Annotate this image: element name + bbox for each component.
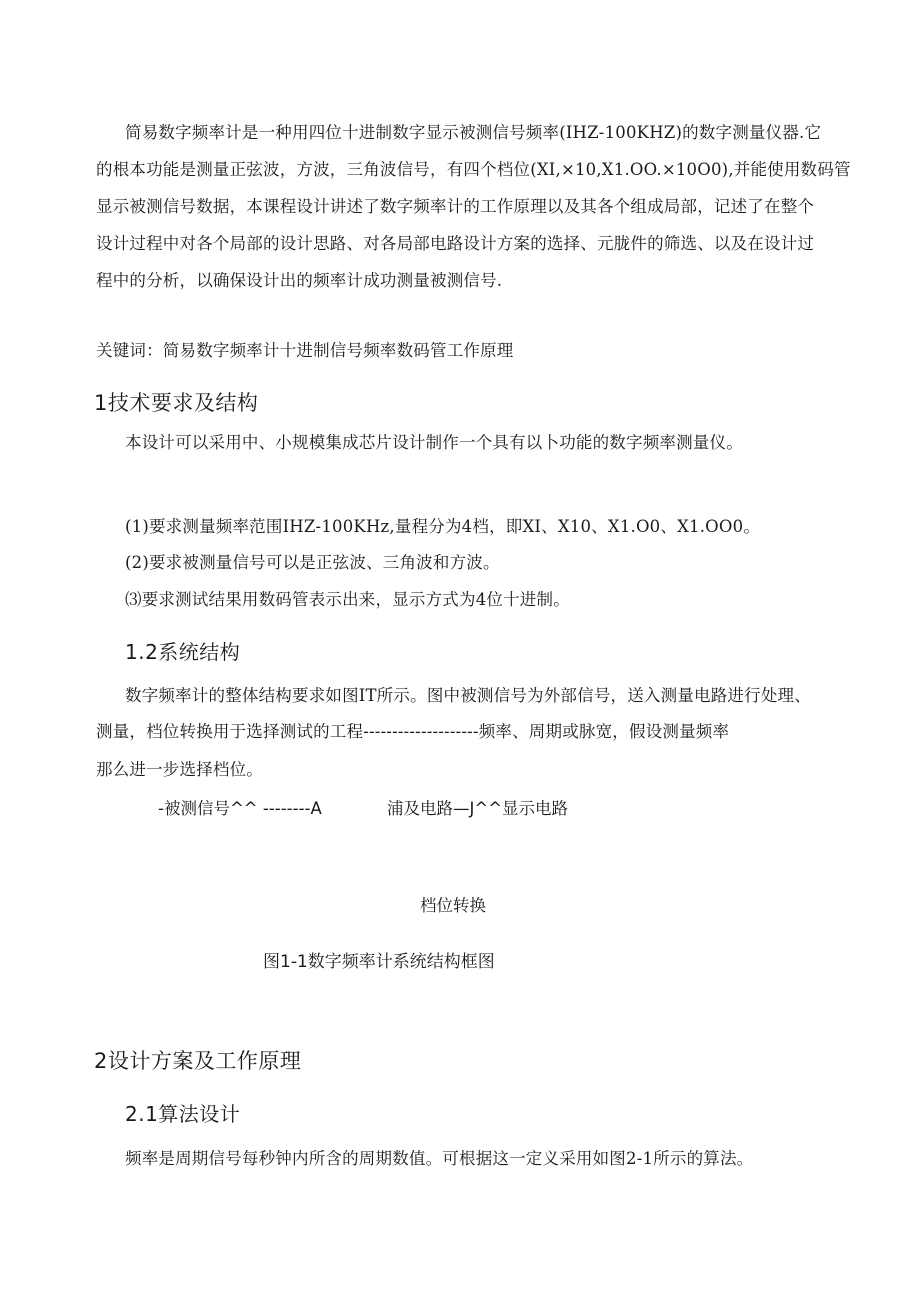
paragraph-line: 测量，档位转换用于选择测试的工程--------------------频率、周期或脉宽，假设测量频率 bbox=[96, 722, 730, 741]
abstract-line: 的根本功能是测量正弦波，方波，三角波信号，有四个档位(XI,×10,X1.OO.×10O0),并能使用数码管 bbox=[96, 160, 851, 179]
requirement-item: ⑶要求测试结果用数码管表示出来，显示方式为4位十进制。 bbox=[125, 590, 570, 609]
abstract-line: 设计过程中对各个局部的设计思路、对各局部电路设计方案的选择、元胧件的筛选、以及在设计过 bbox=[96, 234, 815, 253]
requirement-item: (2)要求被测量信号可以是正弦波、三角波和方波。 bbox=[125, 553, 500, 572]
diagram-input-label: -被测信号^^ --------A bbox=[158, 799, 322, 818]
abstract-line: 程中的分析，以确保设计出的频率计成功测量被测信号. bbox=[96, 271, 503, 290]
abstract-line: 简易数字频率计是一种用四位十进制数字显示被测信号频率(IHZ-100KHZ)的数字测量仪器.它 bbox=[125, 123, 822, 142]
requirement-item: (1)要求测量频率范围IHZ-100KHz,量程分为4档，即XI、X10、X1.O0、X1.OO0。 bbox=[125, 517, 761, 536]
diagram-output-label: 浦及电路—J^^显示电路 bbox=[387, 799, 569, 818]
section-1-2-heading: 1.2系统结构 bbox=[125, 640, 241, 664]
abstract-line: 显示被测信号数据，本课程设计讲述了数字频率计的工作原理以及其各个组成局部，记述了在整个 bbox=[96, 197, 815, 216]
keywords-line: 关键词：简易数字频率计十进制信号频率数码管工作原理 bbox=[96, 341, 514, 360]
section-1-heading: 1技术要求及结构 bbox=[94, 391, 259, 415]
paragraph-line: 数字频率计的整体结构要求如图IT所示。图中被测信号为外部信号，送入测量电路进行处理、 bbox=[125, 686, 811, 705]
section-2-1-line: 频率是周期信号每秒钟内所含的周期数值。可根据这一定义采用如图2-1所示的算法。 bbox=[125, 1149, 754, 1168]
section-1-intro: 本设计可以采用中、小规模集成芯片设计制作一个具有以卜功能的数字频率测量仪。 bbox=[125, 433, 743, 452]
section-2-1-heading: 2.1算法设计 bbox=[125, 1102, 241, 1126]
paragraph-line: 那么进一步选择档位。 bbox=[96, 760, 263, 779]
diagram-switch-label: 档位转换 bbox=[420, 896, 486, 915]
figure-caption: 图1-1数字频率计系统结构框图 bbox=[263, 952, 495, 972]
section-2-heading: 2设计方案及工作原理 bbox=[94, 1049, 302, 1073]
